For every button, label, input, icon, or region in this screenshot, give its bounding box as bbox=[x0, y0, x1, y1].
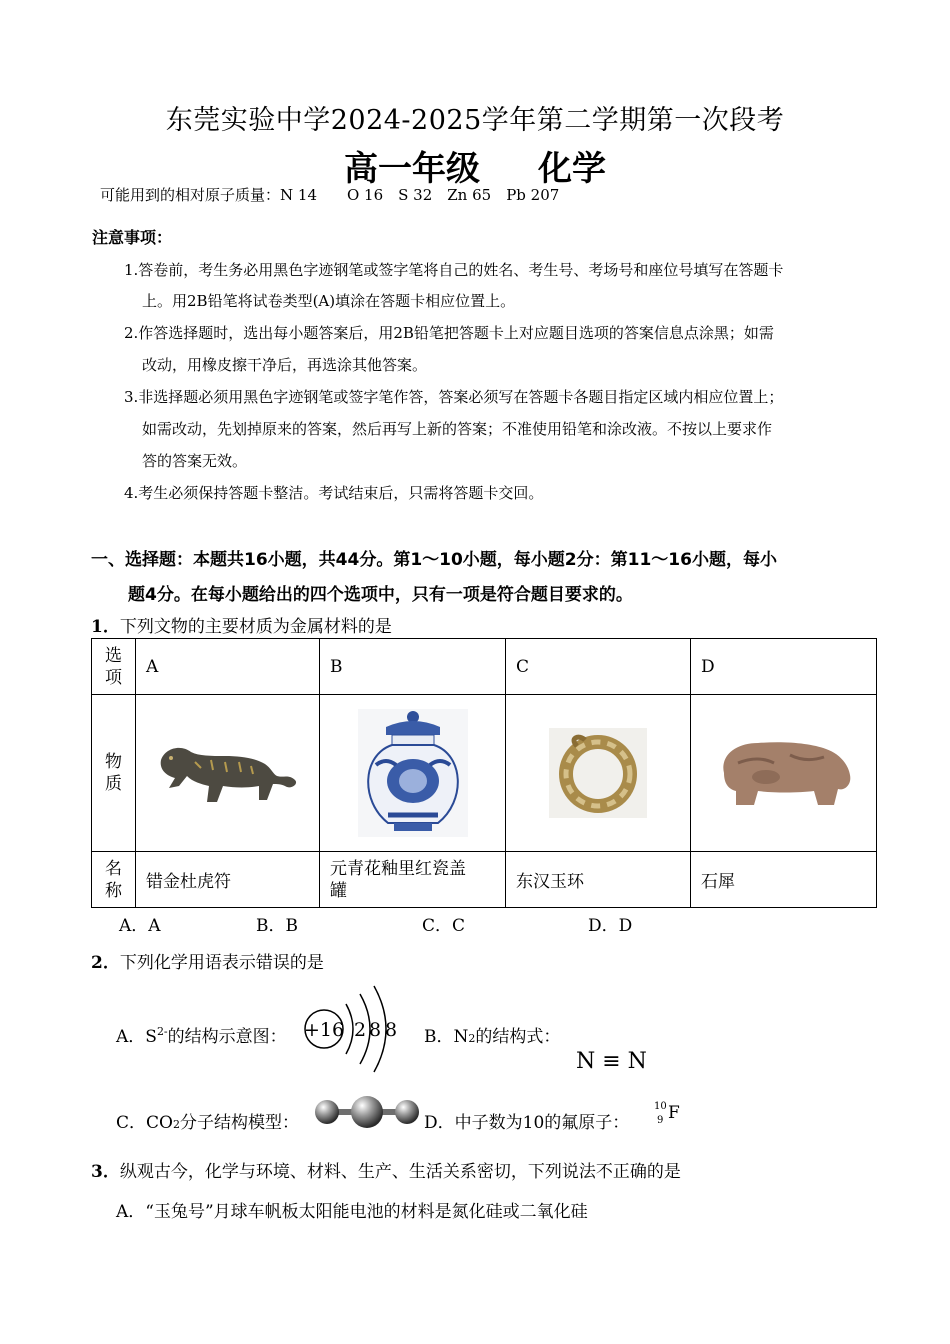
notice-line: 4.考生必须保持答题卡整洁。考试结束后，只需将答题卡交回。 bbox=[124, 484, 544, 502]
notice-line: 上。用2B铅笔将试卷类型(A)填涂在答题卡相应位置上。 bbox=[142, 292, 516, 310]
q3-option-a: A．“玉兔号”月球车帆板太阳能电池的材料是氮化硅或二氧化硅 bbox=[116, 1202, 588, 1222]
fluorine-atomic-number: 9 bbox=[657, 1115, 664, 1126]
fluorine-symbol: F bbox=[668, 1103, 680, 1123]
question-1-table bbox=[91, 638, 877, 908]
row-label-option: 选 项 bbox=[92, 639, 136, 695]
question-3-stem bbox=[91, 1157, 681, 1182]
image-cell-b bbox=[320, 695, 506, 852]
choice-c: C．C bbox=[422, 916, 466, 936]
question-number: 1． bbox=[91, 617, 120, 637]
porcelain-jar-image bbox=[358, 709, 468, 837]
name-cell-d: 石犀 bbox=[691, 852, 877, 908]
q2-option-c: C．CO2分子结构模型： bbox=[116, 1113, 299, 1133]
subject-label: 化学 bbox=[538, 149, 606, 189]
tiger-tally-image bbox=[155, 738, 301, 808]
section-heading-line1: 一、选择题：本题共16小题，共44分。第1～10小题，每小题2分：第11～16小题，每小 bbox=[91, 550, 777, 570]
row-label-name: 名 称 bbox=[92, 852, 136, 908]
option-header-b: B bbox=[320, 639, 506, 695]
atomic-masses: 可能用到的相对原子质量：N 14 O 16 S 32 Zn 65 Pb 207 bbox=[100, 186, 560, 204]
option-header-c: C bbox=[506, 639, 691, 695]
shell-electrons-3: 8 bbox=[384, 1019, 398, 1041]
choice-b: B．B bbox=[256, 916, 298, 936]
question-number: 2． bbox=[91, 953, 120, 973]
q2-option-d: D．中子数为10的氟原子： bbox=[424, 1113, 630, 1133]
question-number: 3． bbox=[91, 1162, 120, 1182]
name-cell-b: 元青花釉里红瓷盖 罐 bbox=[320, 852, 506, 908]
notice-heading: 注意事项： bbox=[92, 228, 173, 247]
image-cell-d bbox=[691, 695, 877, 852]
shell-electrons-2: 8 bbox=[368, 1019, 382, 1041]
grade-label: 高一年级 bbox=[344, 149, 480, 189]
notice-line: 1.答卷前，考生务必用黑色字迹钢笔或签字笔将自己的姓名、考生号、考场号和座位号填写在答题卡 bbox=[124, 261, 784, 279]
fluorine-mass-number: 10 bbox=[654, 1101, 667, 1112]
notice-line: 如需改动，先划掉原来的答案，然后再写上新的答案；不准使用铅笔和涂改液。不按以上要求作 bbox=[142, 420, 773, 438]
question-1-stem bbox=[91, 612, 392, 637]
question-text: 纵观古今，化学与环境、材料、生产、生活关系密切，下列说法不正确的是 bbox=[119, 1162, 681, 1182]
exam-title: 东莞实验中学2024-2025学年第二学期第一次段考 bbox=[165, 105, 785, 136]
co2-molecule-model bbox=[312, 1094, 422, 1130]
choice-d: D．D bbox=[588, 916, 633, 936]
q2-option-b: B．N2的结构式： bbox=[424, 1027, 561, 1047]
notice-line: 2.作答选择题时，选出每小题答案后，用2B铅笔把答题卡上对应题目选项的答案信息点涂黑；如需 bbox=[124, 324, 774, 342]
sulfide-ion-structure-diagram bbox=[300, 982, 404, 1078]
nucleus-charge: +16 bbox=[303, 1019, 345, 1041]
question-text: 下列化学用语表示错误的是 bbox=[119, 953, 324, 973]
option-header-d: D bbox=[691, 639, 877, 695]
image-cell-c bbox=[506, 695, 691, 852]
name-cell-a: 错金杜虎符 bbox=[136, 852, 320, 908]
grade-subject-title bbox=[0, 141, 950, 190]
stone-rhino-image bbox=[714, 733, 854, 813]
choice-a: A．A bbox=[119, 916, 161, 936]
image-cell-a bbox=[136, 695, 320, 852]
q2-option-a: A．$S^{2-}$的结构示意图： bbox=[116, 1025, 287, 1047]
question-text: 下列文物的主要材质为金属材料的是 bbox=[119, 617, 392, 637]
name-cell-c: 东汉玉环 bbox=[506, 852, 691, 908]
row-label-substance: 物 质 bbox=[92, 695, 136, 852]
notice-line: 3.非选择题必须用黑色字迹钢笔或签字笔作答，答案必须写在答题卡各题目指定区域内相应位置上； bbox=[124, 388, 784, 406]
notice-line: 答的答案无效。 bbox=[142, 452, 248, 470]
shell-electrons-1: 2 bbox=[353, 1019, 367, 1041]
option-header-a: A bbox=[136, 639, 320, 695]
notice-line: 改动，用橡皮擦干净后，再选涂其他答案。 bbox=[142, 356, 428, 374]
jade-ring-image bbox=[549, 728, 647, 818]
section-heading-line2: 题4分。在每小题给出的四个选项中，只有一项是符合题目要求的。 bbox=[128, 585, 633, 605]
nitrogen-structural-formula: N ≡ N bbox=[576, 1049, 647, 1074]
question-2-stem bbox=[91, 948, 324, 973]
